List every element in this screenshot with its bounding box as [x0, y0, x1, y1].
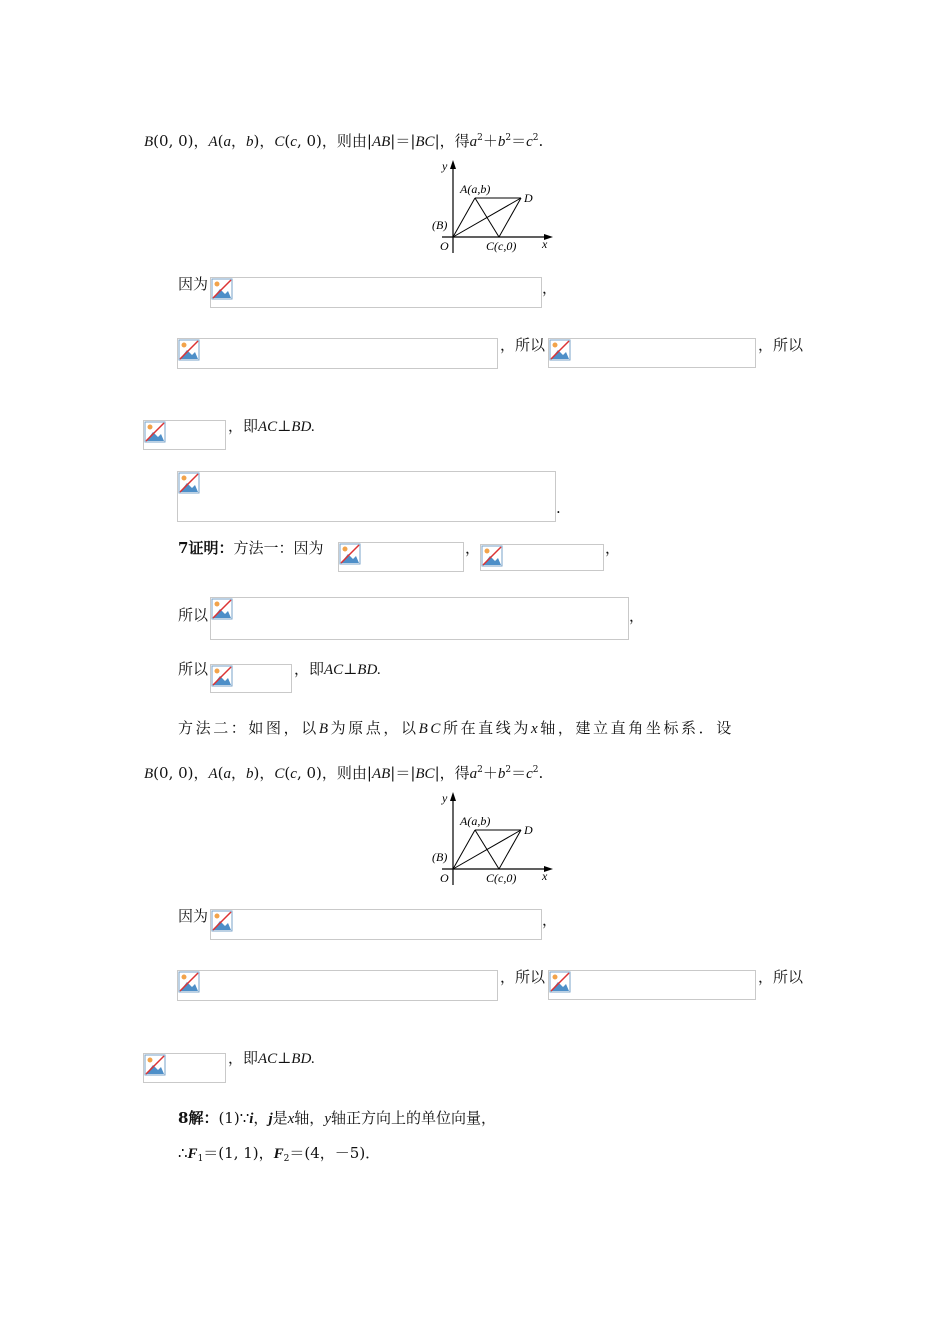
broken-image-icon: [143, 1053, 226, 1083]
text: j: [268, 1111, 273, 1127]
text: (: [217, 132, 224, 150]
text: c: [526, 766, 533, 782]
conclusion-text: [294, 659, 381, 680]
point-b-label: (B): [432, 218, 448, 232]
method-2-text: [178, 718, 806, 739]
text: AC: [258, 419, 278, 435]
text: y: [324, 1111, 331, 1127]
text: BD.: [291, 1051, 316, 1067]
axis-x-label: x: [542, 869, 548, 883]
broken-image-icon: [480, 544, 604, 571]
comma: ，: [542, 911, 558, 929]
broken-image-icon: [177, 471, 556, 522]
broken-image-icon: [143, 420, 226, 450]
coordinates-line-2: [144, 760, 543, 784]
text: ，: [253, 1109, 269, 1127]
point-c-label: C(c,0): [486, 871, 517, 885]
origin-label: O: [440, 239, 449, 253]
text: 2: [477, 133, 483, 143]
text: 轴，建立直角坐标系．设: [540, 719, 734, 737]
text: B: [318, 721, 331, 737]
text: 2: [505, 765, 512, 775]
text: b: [497, 766, 506, 782]
text: (: [284, 764, 291, 782]
text: B: [144, 766, 154, 782]
comma: ，: [465, 539, 481, 557]
conclusion-text: [228, 1048, 315, 1069]
coordinates-line-1: [144, 128, 543, 152]
text: ＝: [511, 132, 527, 150]
text: AB: [371, 134, 391, 150]
text: 轴正方向上的单位向量，: [330, 1109, 496, 1127]
coordinate-diagram: [420, 787, 560, 892]
text: 为原点，以: [330, 719, 419, 737]
text: ，即: [228, 1049, 259, 1067]
point-d-label: D: [524, 191, 533, 205]
text: ⊥: [343, 660, 358, 678]
text: 1: [197, 1154, 204, 1164]
text: F: [187, 1146, 198, 1162]
text: BD.: [291, 419, 316, 435]
coordinate-diagram: [420, 155, 560, 260]
text: 轴，: [294, 1109, 325, 1127]
text: |，得: [434, 132, 470, 150]
text: )，: [253, 764, 275, 782]
text: AC: [324, 662, 344, 678]
text: C: [274, 766, 285, 782]
text: i: [249, 1111, 254, 1127]
text: 所在直线为: [442, 719, 531, 737]
broken-image-icon: [177, 970, 498, 1001]
text: ＋: [482, 132, 498, 150]
text: 是: [272, 1109, 288, 1127]
axis-y-label: y: [442, 159, 448, 173]
text: F: [273, 1146, 284, 1162]
solution-label: 解：: [188, 1109, 219, 1127]
text: ，即: [294, 660, 325, 678]
text: )，: [253, 132, 275, 150]
text: A: [208, 766, 218, 782]
text: AC: [258, 1051, 278, 1067]
text: .: [538, 764, 544, 782]
broken-image-icon: [210, 909, 542, 940]
text: c: [526, 134, 533, 150]
text: 2: [505, 133, 512, 143]
so-label: ，所以: [758, 336, 804, 354]
text: BC: [418, 721, 443, 737]
text: .: [538, 132, 544, 150]
because-label: 因为: [178, 907, 209, 925]
text: ∴: [178, 1144, 188, 1162]
text: 2: [532, 133, 539, 143]
text: 方法一：因为: [233, 539, 324, 557]
so-label: 所以: [178, 660, 209, 678]
text: ，: [231, 764, 247, 782]
text: x: [287, 1111, 295, 1127]
problem-8-line-1: [178, 1108, 496, 1129]
text: ⊥: [277, 417, 292, 435]
comma: ，: [542, 279, 558, 297]
problem-7-intro: [178, 538, 323, 558]
text: BD.: [357, 662, 382, 678]
text: ⊥: [277, 1049, 292, 1067]
point-b-label: (B): [432, 850, 448, 864]
point-c-label: C(c,0): [486, 239, 517, 253]
text: ＝(4，－5)．: [289, 1144, 381, 1162]
text: (0, 0)，: [153, 764, 209, 782]
text: B: [144, 134, 154, 150]
origin-label: O: [440, 871, 449, 885]
text: 2: [283, 1154, 290, 1164]
axis-x-label: x: [542, 237, 548, 251]
text: (: [284, 132, 291, 150]
text: |，得: [434, 764, 470, 782]
problem-8-line-2: [178, 1143, 380, 1169]
so-label: ，所以: [500, 336, 546, 354]
text: ＋: [482, 764, 498, 782]
broken-image-icon: [548, 338, 756, 368]
text: a: [469, 766, 478, 782]
conclusion-text: [228, 416, 315, 437]
text: b: [246, 134, 254, 150]
point-d-label: D: [524, 823, 533, 837]
text: 方法二：如图，以: [178, 719, 319, 737]
text: c: [290, 766, 297, 782]
text: 2: [477, 765, 483, 775]
text: C: [274, 134, 285, 150]
text: BC: [415, 766, 435, 782]
text: , 0)，则由|: [296, 132, 372, 150]
problem-number: 7: [178, 539, 189, 557]
text: |＝|: [390, 764, 416, 782]
period: .: [556, 499, 561, 517]
comma: ，: [605, 539, 621, 557]
text: x: [530, 721, 541, 737]
so-label: ，所以: [500, 968, 546, 986]
so-label: ，所以: [758, 968, 804, 986]
broken-image-icon: [210, 597, 629, 640]
text: |＝|: [390, 132, 416, 150]
text: a: [469, 134, 478, 150]
text: 2: [532, 765, 539, 775]
text: , 0)，则由|: [296, 764, 372, 782]
text: AB: [371, 766, 391, 782]
text: b: [497, 134, 506, 150]
text: c: [290, 134, 297, 150]
text: b: [246, 766, 254, 782]
text: (1)∵: [218, 1109, 250, 1127]
text: ，: [231, 132, 247, 150]
proof-label: 证明：: [188, 539, 234, 557]
broken-image-icon: [338, 542, 464, 572]
problem-number: 8: [178, 1109, 189, 1127]
broken-image-icon: [177, 338, 498, 369]
broken-image-icon: [210, 664, 292, 693]
text: (: [217, 764, 224, 782]
text: ，即: [228, 417, 259, 435]
broken-image-icon: [210, 277, 542, 308]
text: a: [223, 766, 232, 782]
point-a-label: A(a,b): [460, 182, 491, 196]
because-label: 因为: [178, 275, 209, 293]
text: a: [223, 134, 232, 150]
text: (0, 0)，: [153, 132, 209, 150]
comma: ，: [629, 607, 645, 625]
text: ＝: [511, 764, 527, 782]
point-a-label: A(a,b): [460, 814, 491, 828]
broken-image-icon: [548, 970, 756, 1000]
text: ＝(1, 1)，: [203, 1144, 274, 1162]
text: A: [208, 134, 218, 150]
text: BC: [415, 134, 435, 150]
so-label: 所以: [178, 606, 209, 624]
axis-y-label: y: [442, 791, 448, 805]
